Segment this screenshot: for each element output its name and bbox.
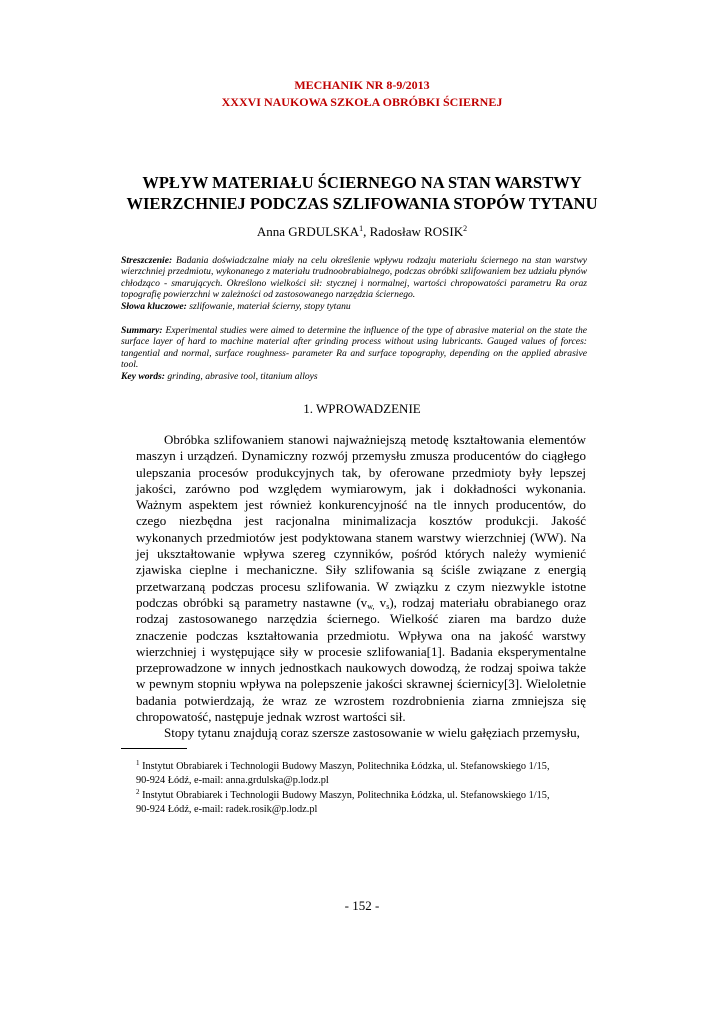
paragraph-1-part-a: Obróbka szlifowaniem stanowi najważniejszą metodę kształtowania elementów maszyn i urządzeń. Dynamiczny rozwój przemysłu zmusza producentów do ciągłego ulepszania procesów produkcyjnych tak, by oferowane przedmioty były lepszej jakości, zarówno pod względem wymiarowym, jak i dokładności wykonania. Ważnym aspektem jest również konkurencyjność na tle innych producentów, do czego niezbędna jest racjonalna minimalizacja kosztów produkcji. Jakość wykonanych przedmiotów jest podyktowana stanem warstwy wierzchniej (WW). Na jej ukształtowanie wpływa szereg czynników, pośród których należy wymienić zjawiska cieplne i mechaniczne. Siły szlifowania są ściśle związane z energią przetwarzaną podczas procesu szlifowania. W związku z czym niezwykle istotne podczas obróbki są parametry nastawne (v: [136, 432, 586, 610]
footnote-2: [121, 789, 587, 818]
conference-name: XXXVI NAUKOWA SZKOŁA OBRÓBKI ŚCIERNEJ: [221, 95, 503, 109]
author-1: Anna GRDULSKA: [256, 224, 360, 239]
keywords-polish-label: Słowa kluczowe:: [121, 300, 187, 312]
paragraph-1-part-b: ), rodzaj materiału obrabianego oraz rodzaj zastosowanego narzędzia ściernego. Wielkość ziaren ma bardzo duże znaczenie podczas kształtowania przedmiotu. Wpływa ona na jakość warstwy wierzchniej i występujące siły w procesie szlifowania[1]. Badania eksperymentalne przeprowadzone w innych jednostkach naukowych dowodzą, że rodzaj spoiwa także w pewnym stopniu wpływa na polepszenie jakości skrawnej ściernicy[3]. Wieloletnie badania potwierdzają, że wraz ze wzrostem rozdrobnienia ziarna zmniejsza się chropowatość, następuje jednak wzrost wartości sił.: [136, 594, 586, 725]
footnote-1-mark: 1: [136, 759, 140, 767]
footnote-2-line-1: [121, 789, 587, 803]
title-line-1: WPŁYW MATERIAŁU ŚCIERNEGO NA STAN WARSTWY: [142, 173, 582, 192]
author-line: [0, 224, 724, 240]
keywords-english: [121, 371, 587, 382]
author-separator: ,: [363, 224, 370, 239]
abstract-english: [121, 325, 587, 382]
keywords-english-label: Key words:: [121, 370, 165, 382]
abstract-polish-text: [121, 255, 587, 301]
footnote-1-affiliation: Instytut Obrabiarek i Technologii Budowy Maszyn, Politechnika Łódzka, ul. Stefanowskiego 1/15,: [139, 761, 550, 772]
footnote-2-line-2: 90-924 Łódź, e-mail: radek.rosik@p.lodz.pl: [136, 804, 318, 816]
abstract-english-text: [121, 325, 587, 371]
paper-title: [60, 172, 664, 214]
keywords-polish: [121, 301, 587, 312]
page-number: - 152 -: [344, 898, 380, 913]
abstract-english-body: Experimental studies were aimed to determine the influence of the type of abrasive material on the state the surface layer of hard to machine material after grinding process without using lubricants. Gauged values of forces: tangential and normal, surface roughness- parameter Ra and surface topography, depending on the applied abrasive tool.: [121, 325, 587, 371]
footnote-1: [121, 760, 587, 789]
body-text: [136, 432, 586, 742]
author-1-affiliation-mark: 1: [359, 224, 364, 233]
journal-issue: MECHANIK NR 8-9/2013: [294, 78, 430, 92]
footnote-1-line-1: [121, 760, 587, 774]
footnote-1-line-2: 90-924 Łódź, e-mail: anna.grdulska@p.lodz.pl: [136, 775, 329, 787]
abstract-polish: [121, 255, 587, 312]
abstract-polish-body: Badania doświadczalne miały na celu określenie wpływu rodzaju materiału ściernego na stan warstwy wierzchniej przedmiotu, wykonanego z materiału trudnoobrabialnego, podczas obróbki szlifowaniem bez udziału płynów chłodząco - smarujących. Określono wielkości sił: stycznej i normalnej, wartości chropowatości parametru Ra oraz topografię powierzchni w zależności od zastosowanego narzędzia ściernego.: [121, 255, 587, 301]
section-heading: 1. WPROWADZENIE: [303, 401, 421, 416]
abstract-english-label: Summary:: [121, 325, 163, 336]
subscript-vs: s: [386, 601, 390, 611]
paragraph-2: Stopy tytanu znajdują coraz szersze zastosowanie w wielu gałęziach przemysłu,: [164, 725, 580, 741]
abstract-polish-label: Streszczenie:: [121, 255, 173, 266]
keywords-polish-values: szlifowanie, materiał ścierny, stopy tytanu: [186, 300, 351, 312]
title-line-2: WIERZCHNIEJ PODCZAS SZLIFOWANIA STOPÓW TYTANU: [126, 194, 598, 213]
footnote-2-mark: 2: [136, 788, 140, 796]
keywords-english-values: grinding, abrasive tool, titanium alloys: [164, 370, 318, 382]
paragraph-1: [136, 432, 586, 725]
author-2-affiliation-mark: 2: [463, 224, 468, 233]
paragraph-1-part-mid: v: [374, 594, 387, 610]
subscript-vw: w,: [367, 601, 375, 611]
author-2: Radosław ROSIK: [369, 224, 464, 239]
footnote-separator: [121, 748, 187, 749]
footnote-2-affiliation: Instytut Obrabiarek i Technologii Budowy Maszyn, Politechnika Łódzka, ul. Stefanowskiego 1/15,: [139, 790, 550, 801]
